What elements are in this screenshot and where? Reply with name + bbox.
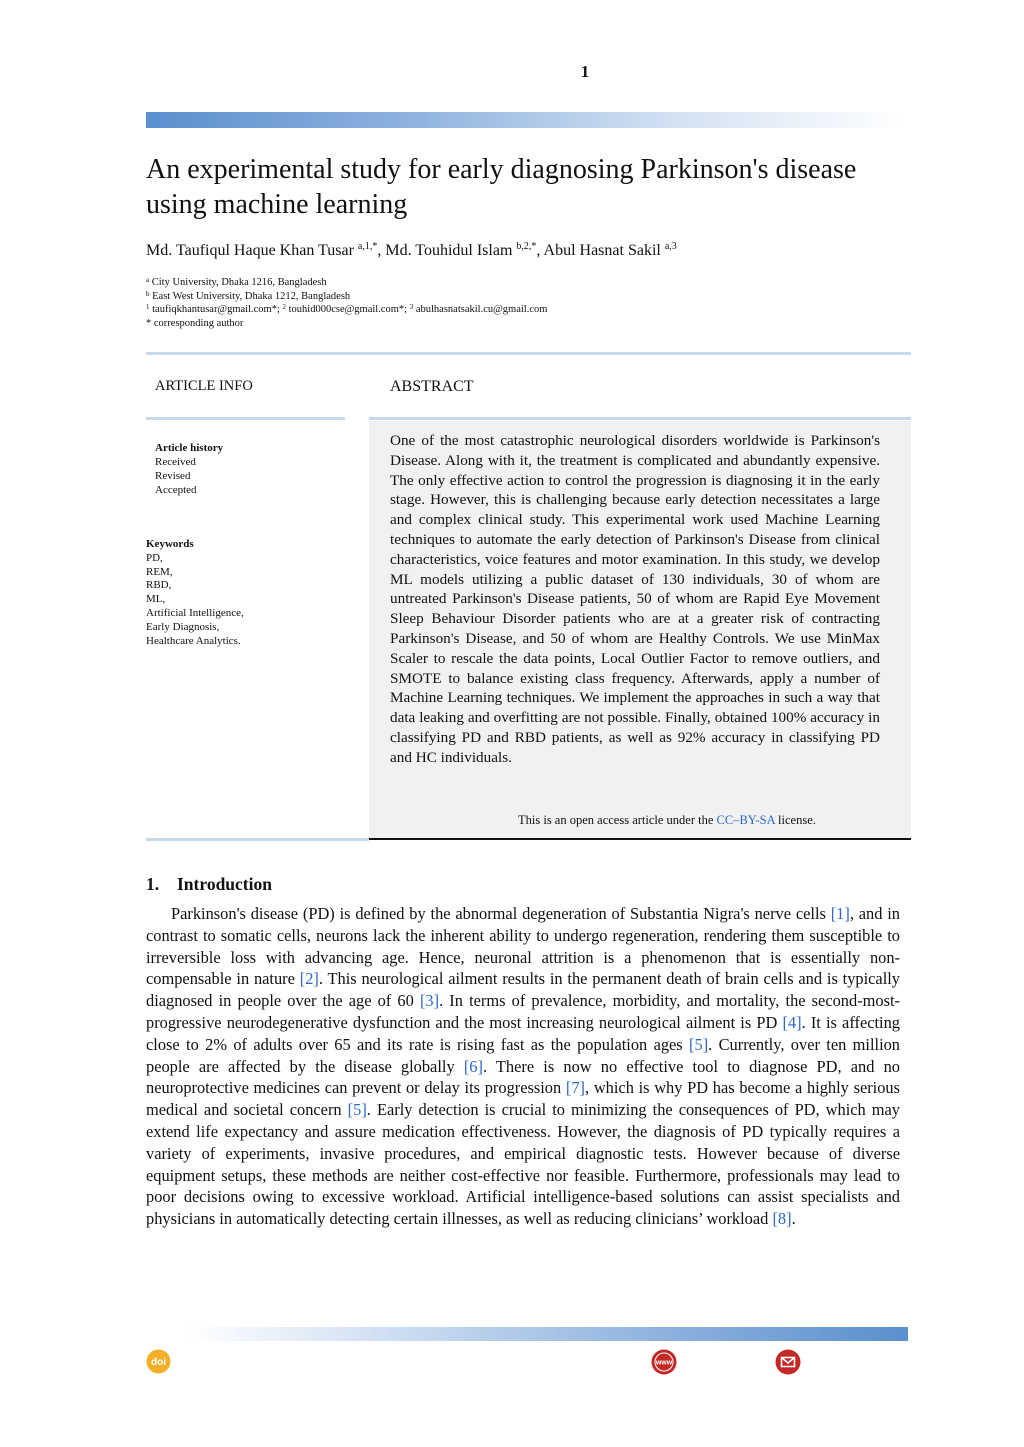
- keyword-item: PD,: [146, 551, 163, 564]
- intro-text: .: [791, 1209, 796, 1229]
- keyword-item: Artificial Intelligence,: [146, 606, 244, 619]
- footer-gradient-bar: [186, 1327, 908, 1341]
- keyword-item: Healthcare Analytics.: [146, 634, 241, 647]
- affiliations: [146, 276, 916, 330]
- citation-link[interactable]: [8]: [772, 1209, 792, 1229]
- affiliation-text: City University, Dhaka 1216, Bangladesh: [151, 277, 327, 288]
- intro-text: . In terms of prevalence, morbidity, and mortality, the second-most-progressive neurodegenerative dysfunction and the most increasing neurological ailment is PD: [146, 991, 900, 1032]
- doi-icon[interactable]: [146, 1349, 171, 1374]
- email-marker: 2: [282, 303, 287, 311]
- affiliation-marker: b: [146, 289, 150, 298]
- keyword-item: Early Diagnosis,: [146, 620, 220, 633]
- affiliation-line: [146, 290, 916, 304]
- intro-text: , which is why PD has become a highly serious medical and societal concern: [146, 1078, 900, 1120]
- keywords: [146, 538, 244, 648]
- section-title: Introduction: [177, 874, 272, 894]
- citation-link[interactable]: [6]: [463, 1056, 483, 1076]
- header-gradient-bar: [146, 112, 906, 128]
- citation-link[interactable]: [5]: [689, 1034, 709, 1054]
- keyword-item: RBD,: [146, 579, 172, 592]
- intro-text: . There is now no effective tool to diagnose PD, and no neuroprotective medicines can prevent or delay its progression: [146, 1056, 900, 1098]
- email-marker: 3: [409, 303, 414, 311]
- history-item: Received: [155, 456, 196, 468]
- article-history: [155, 441, 223, 497]
- citation-link[interactable]: [7]: [565, 1078, 586, 1098]
- email-address[interactable]: abulhasnatsakil.cu@gmail.com: [415, 304, 548, 315]
- citation-link[interactable]: [3]: [419, 991, 440, 1011]
- page-number: 1: [580, 62, 590, 81]
- keyword-item: REM,: [146, 565, 173, 578]
- email-address[interactable]: taufiqkhantusar@gmail.com*;: [152, 304, 283, 315]
- email-marker: 1: [146, 303, 150, 311]
- article-history-heading: Article history: [155, 442, 224, 454]
- web-icon-label: www: [655, 1359, 673, 1367]
- abstract-text: One of the most catastrophic neurological disorders worldwide is Parkinson's Disease. Along with it, the treatment is complicated and abundantly expensive. The only effective action to control the progression is diagnosing it in the early stage. However, this is challenging because early detection necessitates a large and complex clinical study. This experimental work used Machine Learning techniques to automate the early detection of Parkinson's Disease from clinical characteristics, voice features and motor examination. In this study, we develop ML models utilizing a public dataset of 130 individuals, 30 of whom are untreated Parkinson's Disease patients, 50 of whom are Rapid Eye Movement Sleep Behaviour Disorder patients who are at a greater risk of contracting Parkinson's Disease, and 50 of whom are Healthy Controls. We use MinMax Scaler to rescale the data points, Local Outlier Factor to remove outliers, and SMOTE to balance existing class frequency. Afterwards, apply a number of Machine Learning techniques. We implement the approaches in such a way that data leaking and overfitting are not possible. Finally, obtained 100% accuracy in classifying PD and RBD patients, as well as 92% accuracy in classifying PD and HC individuals.: [390, 432, 880, 766]
- doi-icon-label: doi: [151, 1357, 166, 1368]
- divider: [146, 352, 911, 355]
- author-name: Md. Taufiqul Haque Khan Tusar: [146, 242, 354, 259]
- divider: [369, 838, 911, 840]
- intro-text: . Currently, over ten million people are affected by the disease globally: [146, 1034, 901, 1076]
- affiliation-line: [146, 276, 916, 290]
- author-affiliation-marker: a,1,*: [357, 241, 378, 252]
- license-text: license.: [774, 813, 816, 827]
- intro-text: . This neurological ailment results in the permanent death of brain cells and is typically diagnosed in people over the age of 60: [146, 969, 901, 1011]
- author-list: [146, 240, 916, 262]
- keyword-item: ML,: [146, 593, 166, 606]
- citation-link[interactable]: [4]: [782, 1012, 802, 1032]
- license-text: This is an open access article under the: [518, 813, 717, 827]
- license-link[interactable]: CC–BY-SA: [716, 813, 775, 827]
- author-separator: ,: [536, 242, 544, 259]
- article-info-heading: ARTICLE INFO: [155, 378, 253, 394]
- author-separator: ,: [377, 242, 386, 259]
- corresponding-author-note: * corresponding author: [146, 317, 244, 329]
- email-address[interactable]: touhid000cse@gmail.com*;: [288, 304, 410, 315]
- license-notice: [518, 813, 816, 828]
- section-heading: [146, 874, 272, 895]
- author-name: Abul Hasnat Sakil: [543, 242, 661, 259]
- abstract-heading: ABSTRACT: [390, 378, 474, 395]
- history-item: Revised: [155, 470, 191, 482]
- email-line: [146, 303, 916, 317]
- divider: [146, 417, 345, 420]
- history-item: Accepted: [155, 484, 197, 496]
- citation-link[interactable]: [2]: [299, 969, 319, 989]
- intro-text: Parkinson's disease (PD) is defined by the abnormal degeneration of Substantia Nigra's nerve cells: [171, 904, 831, 923]
- mail-icon[interactable]: [775, 1349, 801, 1375]
- author-affiliation-marker: b,2,*: [516, 241, 537, 252]
- intro-text: , and in contrast to somatic cells, neurons lack the inherent ability to undergo regeneration, rendering them susceptible to irreversible loss with advancing age. Hence, neuronal attrition is a phenomenon that is essentially non-compensable in nature: [146, 904, 900, 989]
- keywords-heading: Keywords: [146, 538, 194, 550]
- intro-text: . It is affecting close to 2% of adults over 65 and its rate is rising fast as the population ages: [146, 1012, 900, 1054]
- affiliation-text: East West University, Dhaka 1212, Bangladesh: [152, 290, 351, 302]
- divider: [146, 838, 369, 841]
- section-number: 1.: [146, 874, 160, 894]
- author-name: Md. Touhidul Islam: [385, 242, 513, 259]
- affiliation-marker: a: [146, 276, 150, 284]
- paper-title: An experimental study for early diagnosing Parkinson's disease using machine learning: [146, 154, 857, 220]
- intro-text: . Early detection is crucial to minimizing the consequences of PD, which may extend life expectancy and assure medication effectiveness. However, the diagnosis of PD typically requires a variety of experiments, invasive procedures, and empirical diagnostic tests. However because of diverse equipment setups, these methods are neither cost-effective nor feasible. Furthermore, professionals may lead to poor decisions owing to excessive workload. Artificial intelligence-based solutions can assist specialists and physicians in automatically detecting certain illnesses, as well as reducing clinicians’ workload: [146, 1100, 900, 1229]
- introduction-paragraph: [146, 903, 900, 1230]
- author-affiliation-marker: a,3: [664, 241, 677, 252]
- divider: [369, 417, 911, 420]
- citation-link[interactable]: [5]: [347, 1100, 367, 1120]
- web-icon[interactable]: [651, 1349, 677, 1375]
- citation-link[interactable]: [1]: [830, 904, 850, 923]
